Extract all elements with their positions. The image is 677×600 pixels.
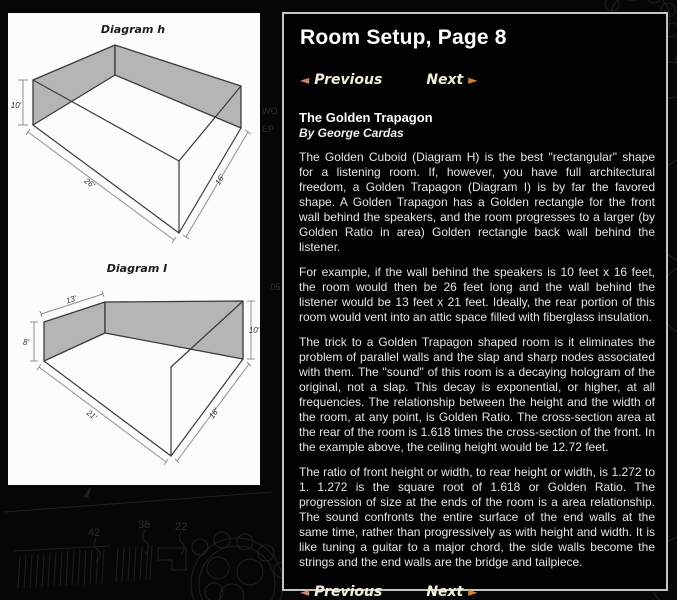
content-panel	[282, 12, 668, 600]
bg-number: 22	[175, 521, 188, 533]
diagram-i-rear-height-label: 10'	[248, 326, 260, 335]
room-diagrams-image	[8, 13, 260, 485]
article-paragraph-2: For example, if the wall behind the speakers is 10 feet x 16 feet, the room would then be 26 feet long and the wall behind the listener would be 13 feet x 21 feet. Ideally, the rear portion of this room would vent into an attic space filled with fiberglass insulation.	[299, 265, 655, 324]
diagram-i-title: Diagram I	[106, 262, 168, 275]
diagram-h-length-label: 26'	[82, 176, 97, 190]
next-link-label: Next	[426, 72, 464, 88]
article-heading: The Golden Trapagon	[299, 110, 433, 125]
previous-link[interactable]	[300, 72, 382, 88]
bottom-nav	[300, 584, 654, 600]
diagram-i-length-label: 21'	[84, 408, 99, 422]
article-byline: By George Cardas	[299, 126, 404, 140]
diagram-h-left-wall	[33, 45, 115, 125]
next-link[interactable]	[426, 72, 477, 88]
diagram-h-right-wall	[115, 45, 241, 128]
diagram-h-title: Diagram h	[100, 23, 166, 36]
next-arrow-icon: ►	[468, 585, 478, 599]
diagram-h-height-label: 10'	[10, 101, 22, 110]
bg-number: 36	[138, 519, 151, 531]
bg-mark: .05	[268, 282, 281, 292]
previous-link-label: Previous	[314, 584, 383, 600]
diagram-i-rear-width-label: 16'	[207, 406, 221, 421]
next-link-label: Next	[426, 584, 464, 600]
article-paragraph-1: The Golden Cuboid (Diagram H) is the best "rectangular" shape for a listening room. If, however, you have full architectural freedom, a Golden Trapagon (Diagram I) is by far the favored shape. A Golden Trapagon has a Golden rectangle for the front wall behind the speakers, and the room progresses to a larger (by Golden Ratio in area) Golden rectangle back wall behind the listener.	[299, 150, 655, 254]
diagram-h	[11, 23, 251, 243]
next-arrow-icon: ►	[468, 73, 478, 87]
diagram-i-front-width-label: 13'	[64, 293, 78, 306]
previous-link-label: Previous	[314, 72, 383, 88]
diagram-i-side-wall	[105, 301, 243, 359]
bg-number: 42	[88, 527, 101, 539]
diagram-i-front-height-label: 8'	[23, 338, 29, 347]
next-link-bottom[interactable]	[426, 584, 477, 600]
diagram-panel	[8, 13, 260, 485]
diagram-h-width-label: 16'	[213, 172, 227, 187]
previous-arrow-icon: ◄	[300, 73, 310, 87]
previous-arrow-icon: ◄	[300, 585, 310, 599]
top-nav	[300, 72, 654, 88]
bg-mark: WO	[262, 106, 278, 116]
previous-link-bottom[interactable]	[300, 584, 382, 600]
diagram-i-front-wall	[44, 302, 105, 361]
page-title: Room Setup, Page 8	[300, 26, 507, 49]
article-paragraph-3: The trick to a Golden Trapagon shaped room is it eliminates the problem of parallel walls and the slap and sharp nodes associated with them. The "sound" of this room is a decaying hologram of the original, not a slap. This decay is exponential, or higher, at all frequencies. The relationship between the height and the width of the room, at any point, is Golden Ratio. The cross-section area at the rear of the room is 1.618 times the cross-section of the front. In the example above, the ceiling height would be 12.72 feet.	[299, 335, 655, 454]
article-paragraph-4: The ratio of front height or width, to rear height or width, is 1.272 to 1. 1.272 is the square root of 1.618 or Golden Ratio. The progression of size at the ends of the room is a area relationship. The sound confronts the entire surface of the end walls at the same time, rather than progressively as with height and width. It is like tuning a guitar to a major chord, the side walls become the strings and the end walls are the bridge and tailpiece.	[299, 465, 655, 569]
diagram-i	[23, 262, 260, 465]
bg-mark: EP	[262, 124, 275, 134]
